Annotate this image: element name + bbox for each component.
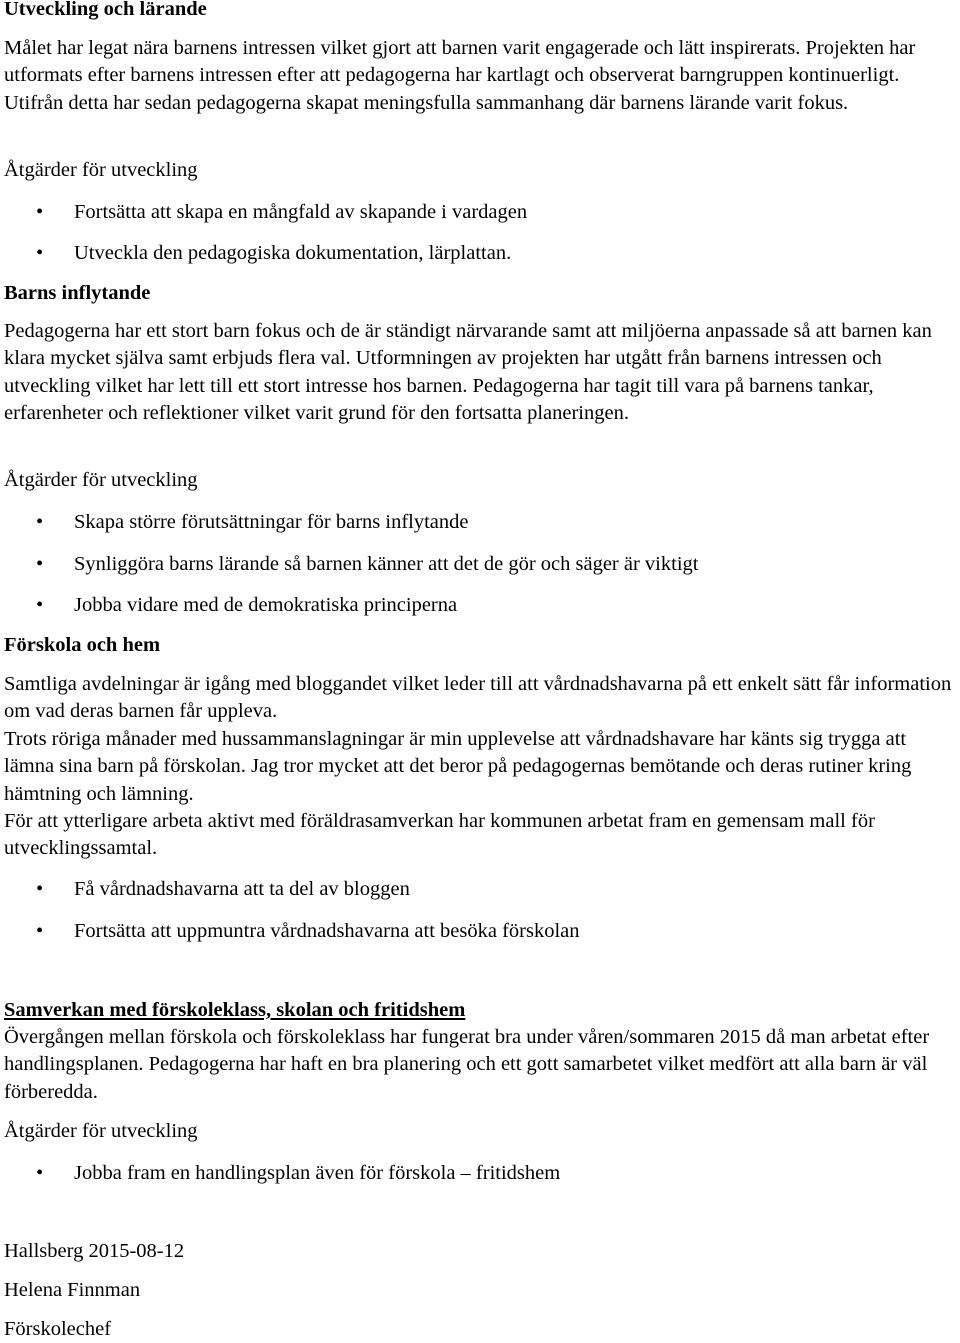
section-title-utveckling: Utveckling och lärande bbox=[4, 0, 207, 20]
actions-heading: Åtgärder för utveckling bbox=[4, 159, 198, 181]
bullet-icon: • bbox=[36, 553, 44, 575]
section-text-utveckling: Målet har legat nära barnens intressen vilket gjort att barnen varit engagerade och lätt inspirerats. Projekten har utformats efter barnens intressen efter att pedagogerna har kartlagt och observerat barngruppen kontinuerligt. Utifrån detta har sedan pedagogerna skapat meningsfulla sammanhang där barnens lärande varit fokus. bbox=[4, 37, 916, 114]
actions-heading: Åtgärder för utveckling bbox=[4, 469, 198, 491]
signature-name: Helena Finnman bbox=[4, 1279, 141, 1301]
signature-role: Förskolechef bbox=[4, 1318, 112, 1340]
bullet-icon: • bbox=[36, 594, 44, 616]
bullet-icon: • bbox=[36, 1162, 44, 1184]
bullet-icon: • bbox=[36, 920, 44, 942]
bullet-icon: • bbox=[36, 201, 44, 223]
bullet-icon: • bbox=[36, 878, 44, 900]
section-title-samverkan: Samverkan med förskoleklass, skolan och fritidshem bbox=[4, 999, 466, 1021]
section-text-barns-inflytande: Pedagogerna har ett stort barn fokus och de är ständigt närvarande samt att miljöerna anpassade så att barnen kan klara mycket själva samt erbjuds flera val. Utformningen av projekten har utgått från barnens intressen och utveckling vilket har lett till ett stort intresse hos barnen. Pedagogerna har tagit till vara på barnens tankar, erfarenheter och reflektioner vilket varit grund för den fortsatta planeringen. bbox=[4, 320, 932, 425]
section-text-samverkan: Övergången mellan förskola och förskoleklass har fungerat bra under våren/sommaren 2015 då man arbetat efter handlingsplanen. Pedagogerna har haft en bra planering och ett gott samarbetet vilket medfört att alla barn är väl förberedda. bbox=[4, 1026, 930, 1103]
section-title-forskola-och-hem: Förskola och hem bbox=[4, 634, 161, 656]
signature-place-date: Hallsberg 2015-08-12 bbox=[4, 1240, 185, 1262]
section-text-forskola-och-hem: Samtliga avdelningar är igång med bloggandet vilket leder till att vårdnadshavarna på ett enkelt sätt får information om vad deras barnen får uppleva. Trots röriga månader med hussammanslagningar är min upplevelse att vårdnadshavare har känts sig trygga att lämna sina barn på förskolan. Jag tror mycket att det beror på pedagogernas bemötande och deras rutiner kring hämtning och lämning. För att ytterligare arbeta aktivt med föräldrasamverkan har kommunen arbetat fram en gemensam mall för utvecklingssamtal. bbox=[4, 673, 952, 860]
section-title-barns-inflytande: Barns inflytande bbox=[4, 282, 151, 304]
actions-heading: Åtgärder för utveckling bbox=[4, 1120, 198, 1142]
bullet-icon: • bbox=[36, 511, 44, 533]
bullet-icon: • bbox=[36, 242, 44, 264]
